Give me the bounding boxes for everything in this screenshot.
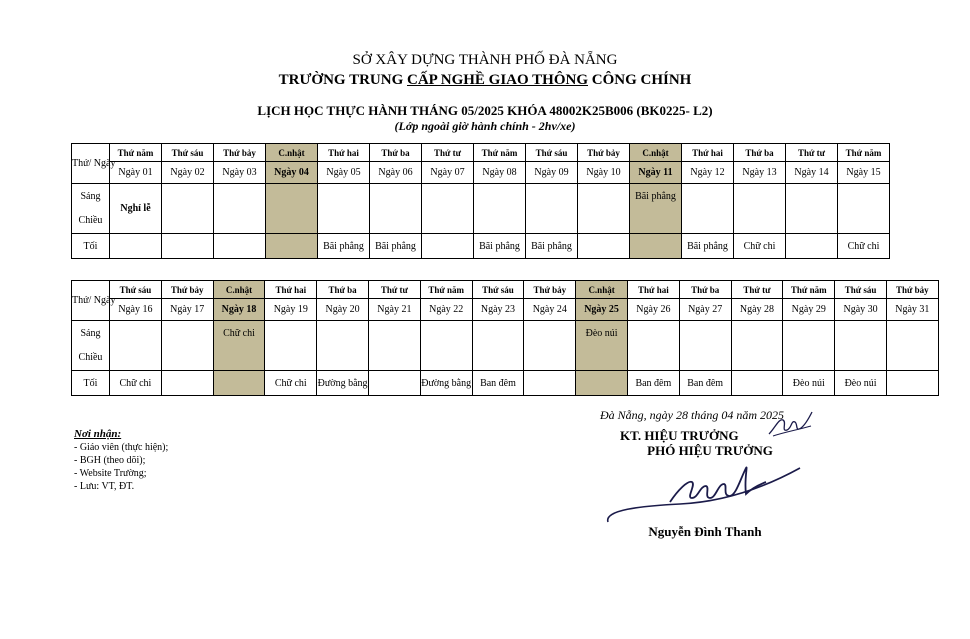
date-header: Ngày 26	[627, 299, 679, 321]
evening-label: Tối	[72, 371, 110, 396]
weekday-header: Thứ bảy	[886, 281, 938, 299]
evening-cell: Chữ chi	[265, 371, 317, 396]
place-and-date: Đà Nẵng, ngày 28 tháng 04 năm 2025	[600, 408, 784, 422]
signer-name: Nguyễn Đình Thanh	[648, 524, 762, 539]
weekday-header: Thứ sáu	[162, 144, 214, 162]
date-header: Ngày 03	[214, 162, 266, 184]
afternoon-cell	[886, 346, 938, 371]
morning-cell: Bãi phẳng	[630, 184, 682, 209]
date-header: Ngày 18	[213, 299, 265, 321]
evening-cell	[214, 234, 266, 259]
weekday-header: Thứ tư	[731, 281, 783, 299]
morning-label: Sáng	[72, 321, 110, 346]
morning-cell	[783, 321, 835, 346]
weekday-header: Thứ tư	[368, 281, 420, 299]
morning-cell	[162, 184, 214, 209]
evening-cell: Ban đêm	[679, 371, 731, 396]
recipient-item: - BGH (theo dõi);	[74, 455, 146, 466]
evening-cell	[422, 234, 474, 259]
afternoon-cell	[524, 346, 576, 371]
evening-label: Tối	[72, 234, 110, 259]
afternoon-cell	[474, 209, 526, 234]
morning-cell	[886, 321, 938, 346]
weekday-header: Thứ sáu	[110, 281, 162, 299]
afternoon-cell	[526, 209, 578, 234]
afternoon-cell	[214, 209, 266, 234]
weekday-header: Thứ ba	[734, 144, 786, 162]
morning-cell	[420, 321, 472, 346]
morning-cell	[266, 184, 318, 209]
date-header: Ngày 04	[266, 162, 318, 184]
afternoon-cell	[161, 346, 213, 371]
date-header: Ngày 02	[162, 162, 214, 184]
morning-cell	[368, 321, 420, 346]
afternoon-cell	[786, 209, 838, 234]
weekday-header: C.nhật	[213, 281, 265, 299]
morning-cell	[734, 184, 786, 209]
weekday-header: Thứ năm	[838, 144, 890, 162]
date-header: Ngày 21	[368, 299, 420, 321]
date-header: Ngày 16	[110, 299, 162, 321]
morning-cell	[526, 184, 578, 209]
evening-cell	[886, 371, 938, 396]
afternoon-cell	[627, 346, 679, 371]
weekday-header: Thứ năm	[474, 144, 526, 162]
evening-cell: Ban đêm	[472, 371, 524, 396]
evening-cell	[578, 234, 630, 259]
morning-cell: Chữ chi	[213, 321, 265, 346]
evening-cell: Ban đêm	[627, 371, 679, 396]
evening-cell: Bãi phẳng	[318, 234, 370, 259]
date-header: Ngày 08	[474, 162, 526, 184]
afternoon-cell	[783, 346, 835, 371]
evening-cell	[786, 234, 838, 259]
weekday-header: Thứ bảy	[524, 281, 576, 299]
date-header: Ngày 17	[161, 299, 213, 321]
afternoon-cell	[368, 346, 420, 371]
date-header: Ngày 10	[578, 162, 630, 184]
afternoon-cell	[731, 346, 783, 371]
schedule-title: LỊCH HỌC THỰC HÀNH THÁNG 05/2025 KHÓA 48002K25B006 (BK0225- L2)	[257, 103, 713, 118]
morning-cell	[679, 321, 731, 346]
weekday-header: Thứ bảy	[214, 144, 266, 162]
morning-cell	[214, 184, 266, 209]
evening-cell	[368, 371, 420, 396]
afternoon-cell	[838, 209, 890, 234]
morning-cell	[370, 184, 422, 209]
morning-cell	[731, 321, 783, 346]
morning-cell	[524, 321, 576, 346]
afternoon-cell	[682, 209, 734, 234]
evening-cell	[731, 371, 783, 396]
morning-cell	[318, 184, 370, 209]
weekday-header: Thứ hai	[265, 281, 317, 299]
weekday-header: Thứ năm	[783, 281, 835, 299]
signer-title: PHÓ HIỆU TRƯỞNG	[647, 443, 773, 458]
afternoon-cell	[317, 346, 369, 371]
date-header: Ngày 15	[838, 162, 890, 184]
weekday-header: Thứ tư	[422, 144, 474, 162]
date-header: Ngày 01	[110, 162, 162, 184]
morning-cell	[474, 184, 526, 209]
date-header: Ngày 13	[734, 162, 786, 184]
weekday-header: C.nhật	[630, 144, 682, 162]
evening-cell: Chữ chi	[734, 234, 786, 259]
morning-cell	[578, 184, 630, 209]
afternoon-cell	[679, 346, 731, 371]
afternoon-cell	[110, 346, 162, 371]
evening-cell	[161, 371, 213, 396]
weekday-header: Thứ năm	[420, 281, 472, 299]
date-header: Ngày 09	[526, 162, 578, 184]
school-name: TRƯỜNG TRUNG CẤP NGHỀ GIAO THÔNG CÔNG CHÍNH	[278, 72, 692, 88]
weekday-header: Thứ tư	[786, 144, 838, 162]
morning-cell	[110, 321, 162, 346]
morning-cell	[265, 321, 317, 346]
afternoon-cell	[162, 209, 214, 234]
weekday-header: Thứ ba	[317, 281, 369, 299]
evening-cell: Đường bằng	[420, 371, 472, 396]
date-header: Ngày 27	[679, 299, 731, 321]
weekday-header: Thứ ba	[679, 281, 731, 299]
weekday-header: Thứ năm	[110, 144, 162, 162]
corner-label: Thứ/ Ngày	[72, 281, 110, 321]
date-header: Ngày 20	[317, 299, 369, 321]
date-header: Ngày 06	[370, 162, 422, 184]
afternoon-cell	[370, 209, 422, 234]
weekday-header: Thứ sáu	[526, 144, 578, 162]
corner-label: Thứ/ Ngày	[72, 144, 110, 184]
morning-cell	[317, 321, 369, 346]
signer-role: KT. HIỆU TRƯỞNG	[620, 428, 739, 443]
schedule-table-week2	[71, 280, 939, 396]
morning-label: Sáng	[72, 184, 110, 209]
evening-cell: Bãi phẳng	[526, 234, 578, 259]
recipient-item: - Lưu: VT, ĐT.	[74, 481, 135, 492]
recipients-list	[74, 441, 168, 493]
signature	[600, 460, 810, 530]
afternoon-cell	[734, 209, 786, 234]
evening-cell	[213, 371, 265, 396]
evening-cell	[110, 234, 162, 259]
date-header: Ngày 29	[783, 299, 835, 321]
evening-cell: Chữ chi	[838, 234, 890, 259]
evening-cell: Đèo núi	[783, 371, 835, 396]
evening-cell	[162, 234, 214, 259]
evening-cell: Đường bằng	[317, 371, 369, 396]
department-name: SỞ XÂY DỰNG THÀNH PHỐ ĐÀ NẴNG	[352, 52, 618, 68]
morning-cell	[422, 184, 474, 209]
afternoon-label: Chiều	[72, 346, 110, 371]
initial-signature	[765, 408, 815, 440]
holiday-label: Nghỉ lễ	[120, 203, 151, 214]
weekday-header: C.nhật	[576, 281, 628, 299]
date-header: Ngày 11	[630, 162, 682, 184]
weekday-header: Thứ sáu	[835, 281, 887, 299]
weekday-header: C.nhật	[266, 144, 318, 162]
date-header: Ngày 28	[731, 299, 783, 321]
morning-cell	[472, 321, 524, 346]
morning-cell: Đèo núi	[576, 321, 628, 346]
weekday-header: Thứ ba	[370, 144, 422, 162]
evening-cell: Bãi phẳng	[682, 234, 734, 259]
schedule-table-week1	[71, 143, 890, 259]
recipient-item: - Giáo viên (thực hiện);	[74, 442, 169, 453]
date-header: Ngày 30	[835, 299, 887, 321]
evening-cell	[576, 371, 628, 396]
evening-cell: Đèo núi	[835, 371, 887, 396]
evening-cell	[524, 371, 576, 396]
morning-cell	[161, 321, 213, 346]
afternoon-cell	[265, 346, 317, 371]
evening-cell	[266, 234, 318, 259]
afternoon-cell	[266, 209, 318, 234]
date-header: Ngày 05	[318, 162, 370, 184]
evening-cell: Bãi phẳng	[474, 234, 526, 259]
weekday-header: Thứ hai	[318, 144, 370, 162]
holiday-cell	[110, 184, 162, 234]
morning-cell	[627, 321, 679, 346]
weekday-header: Thứ bảy	[578, 144, 630, 162]
afternoon-cell	[420, 346, 472, 371]
morning-cell	[838, 184, 890, 209]
afternoon-cell	[422, 209, 474, 234]
recipient-item: - Website Trường;	[74, 468, 147, 479]
evening-cell: Chữ chi	[110, 371, 162, 396]
date-header: Ngày 14	[786, 162, 838, 184]
morning-cell	[682, 184, 734, 209]
evening-cell	[630, 234, 682, 259]
date-header: Ngày 31	[886, 299, 938, 321]
date-header: Ngày 24	[524, 299, 576, 321]
date-header: Ngày 23	[472, 299, 524, 321]
afternoon-cell	[630, 209, 682, 234]
date-header: Ngày 19	[265, 299, 317, 321]
date-header: Ngày 07	[422, 162, 474, 184]
date-header: Ngày 22	[420, 299, 472, 321]
date-header: Ngày 12	[682, 162, 734, 184]
weekday-header: Thứ hai	[682, 144, 734, 162]
afternoon-cell	[472, 346, 524, 371]
evening-cell: Bãi phẳng	[370, 234, 422, 259]
weekday-header: Thứ bảy	[161, 281, 213, 299]
morning-cell	[835, 321, 887, 346]
afternoon-cell	[213, 346, 265, 371]
weekday-header: Thứ sáu	[472, 281, 524, 299]
afternoon-cell	[318, 209, 370, 234]
date-header: Ngày 25	[576, 299, 628, 321]
afternoon-cell	[835, 346, 887, 371]
weekday-header: Thứ hai	[627, 281, 679, 299]
afternoon-label: Chiều	[72, 209, 110, 234]
schedule-subtitle: (Lớp ngoài giờ hành chính - 2hv/xe)	[394, 119, 576, 133]
morning-cell	[786, 184, 838, 209]
recipients-title: Nơi nhận:	[74, 428, 122, 440]
afternoon-cell	[578, 209, 630, 234]
afternoon-cell	[576, 346, 628, 371]
